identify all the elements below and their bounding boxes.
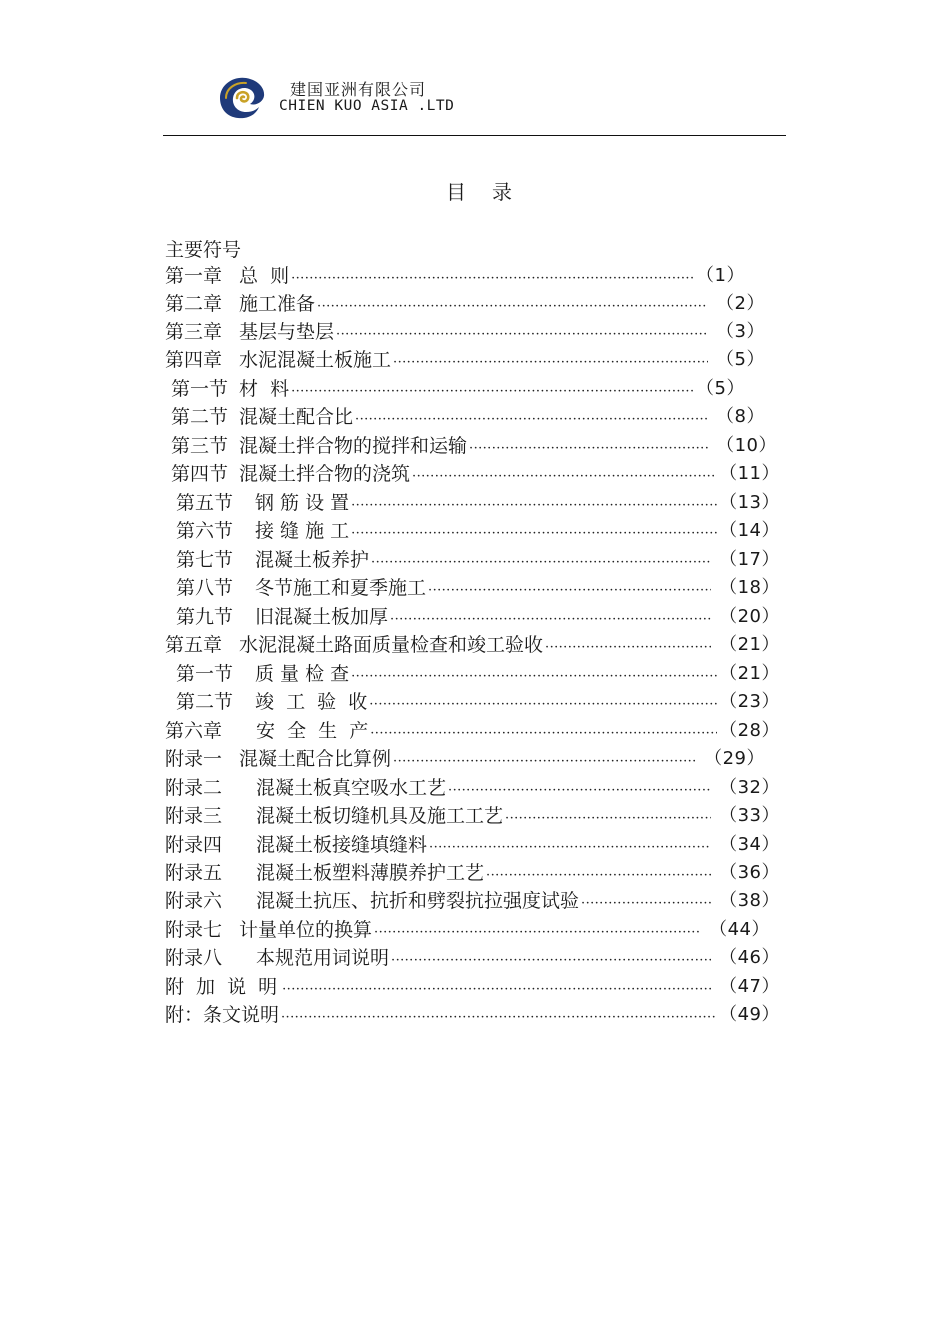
toc-entry[interactable] (171, 432, 777, 460)
toc-entry-number: 第五章 (165, 634, 223, 656)
toc-entry-title: 材 料 (239, 378, 290, 400)
toc-entry-page: （33） (712, 805, 780, 826)
toc-entry-page: （44） (702, 919, 770, 940)
toc-entry-title: 钢 筋 设 置 (255, 492, 350, 514)
shell-swirl-logo-icon (216, 74, 266, 120)
toc-dot-leader (429, 834, 711, 862)
toc-entry-page: （36） (712, 862, 780, 883)
toc-entry-title: 施工准备 (239, 293, 316, 315)
toc-entry[interactable] (165, 745, 765, 773)
toc-dot-leader (391, 947, 711, 975)
toc-entry[interactable] (171, 460, 780, 488)
toc-entry-title: 混凝土板塑料薄膜养护工艺 (256, 862, 485, 884)
toc-entry-page: （14） (719, 520, 780, 541)
toc-dot-leader (281, 1004, 717, 1032)
toc-entry[interactable] (165, 944, 780, 972)
toc-entry[interactable] (165, 717, 780, 745)
toc-entry-title: 质 量 检 查 (255, 663, 350, 685)
toc-dot-leader (505, 805, 711, 833)
toc-dot-leader (351, 663, 717, 691)
toc-entry-number: 附录五 (165, 862, 223, 884)
toc-entry-title: 混凝土配合比 (239, 406, 354, 428)
toc-dot-leader (545, 634, 711, 662)
toc-entry-number: 附录四 (165, 834, 223, 856)
toc-entry[interactable] (165, 831, 780, 859)
header-divider (163, 135, 786, 136)
toc-entry-number: 附录二 (165, 777, 223, 799)
toc-entry-page: （21） (712, 634, 780, 655)
toc-entry[interactable] (176, 688, 780, 716)
toc-entry[interactable] (165, 859, 780, 887)
toc-entry[interactable] (165, 973, 780, 1001)
toc-entry-title: 旧混凝土板加厚 (255, 606, 389, 628)
toc-entry-title: 混凝土抗压、抗折和劈裂抗拉强度试验 (256, 890, 580, 912)
toc-entry-number: 第一章 (165, 265, 223, 287)
toc-entry-page: （3） (709, 321, 765, 342)
toc-entry-number: 第四节 (171, 463, 229, 485)
toc-entry-number: 附录八 (165, 947, 223, 969)
toc-entry-title: 安 全 生 产 (256, 720, 369, 742)
toc-entry-title: 混凝土板接缝填缝料 (256, 834, 428, 856)
toc-entry[interactable] (176, 603, 780, 631)
toc-entry-title: 混凝土配合比算例 (239, 748, 392, 770)
toc-dot-leader (412, 463, 717, 491)
toc-dot-leader (351, 492, 717, 520)
toc-entry-number: 第二章 (165, 293, 223, 315)
toc-entry-page: （49） (719, 1004, 780, 1025)
toc-dot-leader (390, 606, 711, 634)
toc-dot-leader (581, 890, 711, 918)
toc-entry-page: （23） (719, 691, 780, 712)
toc-entry[interactable] (176, 489, 780, 517)
document-header (0, 0, 950, 140)
toc-entry-number: 第一节 (176, 663, 234, 685)
company-name-english: CHIEN KUO ASIA .LTD (279, 98, 455, 114)
toc-entry-page: （5） (709, 349, 765, 370)
toc-entry-title: 混凝土板切缝机具及施工工艺 (256, 805, 504, 827)
toc-entry-number: 第七节 (176, 549, 234, 571)
toc-dot-leader (448, 777, 711, 805)
toc-entry-page: （11） (719, 463, 780, 484)
toc-entry-number: 第三章 (165, 321, 223, 343)
toc-entry-number: 第四章 (165, 349, 223, 371)
toc-entry-title: 本规范用词说明 (256, 947, 390, 969)
toc-entry[interactable] (176, 574, 780, 602)
toc-entry[interactable] (165, 774, 780, 802)
toc-entry-title: 竣 工 验 收 (255, 691, 368, 713)
toc-entry-title: 混凝土板真空吸水工艺 (256, 777, 447, 799)
toc-dot-leader (374, 919, 701, 947)
toc-entry-page: （28） (719, 720, 780, 741)
toc-entry-number: 第一节 (171, 378, 229, 400)
toc-entry-page: （5） (696, 378, 745, 399)
toc-entry-page: （10） (709, 435, 777, 456)
toc-entry-number: 第八节 (176, 577, 234, 599)
toc-entry[interactable] (165, 631, 780, 659)
toc-entry-number: 附：条文说明 (165, 1004, 280, 1026)
toc-entry-number: 第二节 (171, 406, 229, 428)
toc-entry-page: （8） (709, 406, 765, 427)
toc-dot-leader (336, 321, 708, 349)
toc-dot-leader (355, 406, 708, 434)
toc-dot-leader (393, 748, 696, 776)
toc-entry[interactable] (176, 517, 780, 545)
toc-entry-page: （29） (697, 748, 765, 769)
toc-entry-number: 附录七 (165, 919, 223, 941)
toc-entry-number: 第三节 (171, 435, 229, 457)
toc-entry[interactable] (165, 346, 765, 374)
toc-entry-page: （46） (712, 947, 780, 968)
toc-dot-leader (291, 265, 694, 293)
toc-entry-title: 基层与垫层 (239, 321, 335, 343)
toc-entry-page: （2） (709, 293, 765, 314)
toc-entry-title: 冬节施工和夏季施工 (255, 577, 427, 599)
toc-dot-leader (282, 976, 711, 1004)
toc-dot-leader (351, 520, 717, 548)
toc-entry-page: （34） (712, 834, 780, 855)
toc-entry[interactable] (165, 802, 780, 830)
toc-entry[interactable] (165, 262, 745, 290)
toc-entry-number: 第五节 (176, 492, 234, 514)
toc-dot-leader (317, 293, 708, 321)
toc-dot-leader (393, 349, 708, 377)
toc-entry[interactable] (176, 660, 780, 688)
toc-entry-title: 混凝土拌合物的浇筑 (239, 463, 411, 485)
toc-entry-title: 混凝土板养护 (255, 549, 370, 571)
toc-entry-title: 混凝土拌合物的搅拌和运输 (239, 435, 468, 457)
toc-dot-leader (291, 378, 694, 406)
toc-entry-page: （1） (696, 265, 745, 286)
page-title: 目录 (446, 180, 538, 204)
toc-entry-title: 计量单位的换算 (239, 919, 373, 941)
toc-entry[interactable] (171, 403, 765, 431)
toc-entry-title: 水泥混凝土路面质量检查和竣工验收 (239, 634, 544, 656)
toc-entry-number: 附录六 (165, 890, 223, 912)
toc-entry-page: （18） (712, 577, 780, 598)
toc-entry[interactable] (165, 1001, 780, 1029)
toc-entry-title: 总 则 (239, 265, 290, 287)
toc-entry-title: 接 缝 施 工 (255, 520, 350, 542)
toc-entry-number: 第九节 (176, 606, 234, 628)
toc-entry[interactable] (176, 546, 780, 574)
toc-dot-leader (428, 577, 711, 605)
toc-entry[interactable] (165, 290, 765, 318)
toc-heading: 主要符号 (165, 239, 242, 261)
toc-entry-number: 第六章 (165, 720, 223, 742)
company-name-chinese: 建国亚洲有限公司 (290, 80, 427, 99)
toc-entry-title: 水泥混凝土板施工 (239, 349, 392, 371)
toc-entry[interactable] (165, 887, 780, 915)
toc-dot-leader (369, 691, 717, 719)
toc-dot-leader (371, 549, 711, 577)
toc-entry-number: 第六节 (176, 520, 234, 542)
toc-entry-page: （21） (719, 663, 780, 684)
toc-entry-page: （47） (712, 976, 780, 997)
toc-entry[interactable] (165, 318, 765, 346)
toc-dot-leader (370, 720, 717, 748)
toc-entry-number: 附 加 说 明 (165, 976, 281, 998)
toc-entry-page: （17） (712, 549, 780, 570)
toc-entry-page: （13） (719, 492, 780, 513)
toc-entry-page: （32） (712, 777, 780, 798)
toc-entry-page: （38） (712, 890, 780, 911)
toc-entry-page: （20） (712, 606, 780, 627)
toc-entry-number: 附录三 (165, 805, 223, 827)
toc-entry-number: 附录一 (165, 748, 223, 770)
toc-entry[interactable] (171, 375, 745, 403)
toc-entry-number: 第二节 (176, 691, 234, 713)
toc-dot-leader (486, 862, 711, 890)
toc-dot-leader (469, 435, 708, 463)
toc-entry[interactable] (165, 916, 770, 944)
